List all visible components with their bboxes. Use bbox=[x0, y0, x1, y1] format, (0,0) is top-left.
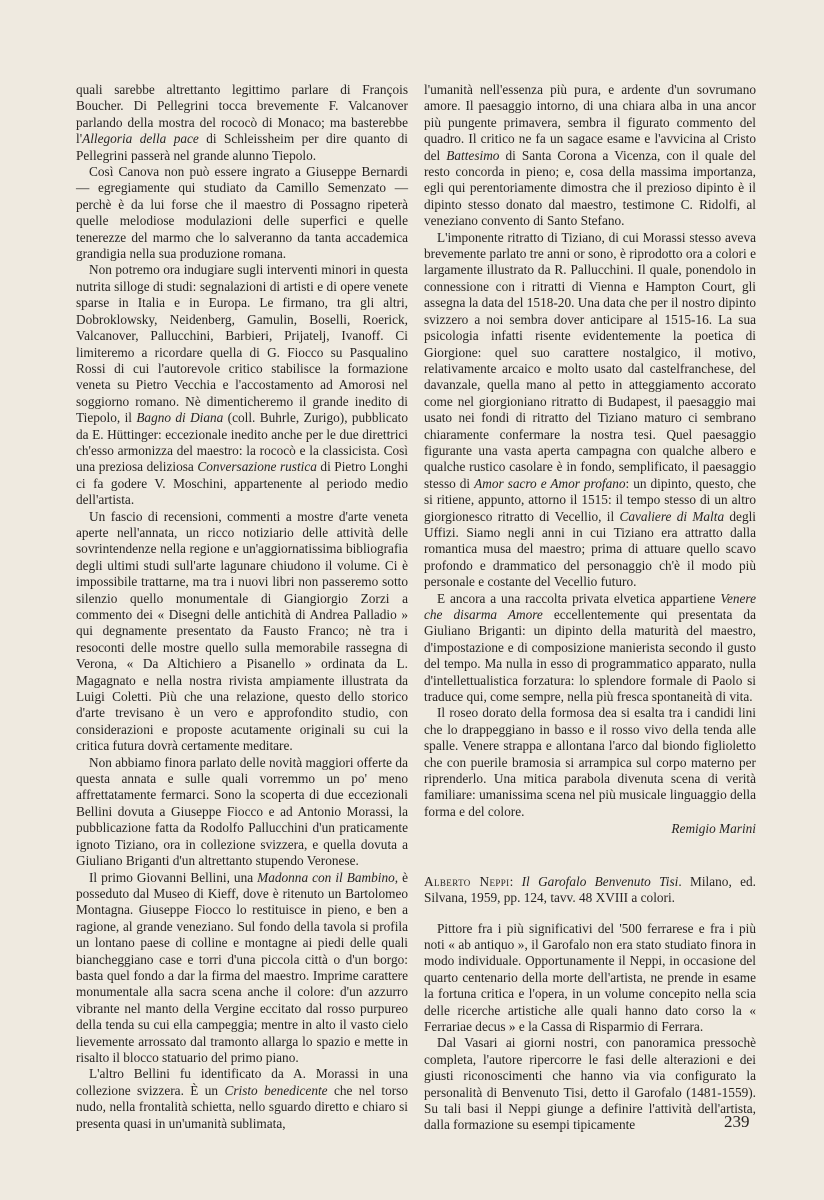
italic-text: Bagno di Diana bbox=[136, 410, 224, 426]
text-run: di Santa Corona a Vicenza, con il quale del resto concorda in pieno; e, cosa della massima importanza, egli qui perentoriamente dimostra che il prezioso dipinto è il dipinto stesso donato dal maestro, testimone C. Ridolfi, al veneziano convento di Santo Stefano. bbox=[424, 147, 756, 229]
paragraph bbox=[424, 82, 756, 230]
paragraph bbox=[424, 705, 756, 820]
italic-text: Cavaliere di Malta bbox=[619, 508, 725, 524]
text-run: degli Uffizi. Siamo negli anni in cui Tiziano era attratto dalla romantica musa del maestro; prima di attuare quello scavo profondo e drammatico del personaggio ch'è il modo più personale e costante del Vecellio futuro. bbox=[424, 508, 756, 590]
italic-text: Allegoria della pace bbox=[82, 131, 199, 147]
text-run: l'umanità nell'essenza più pura, e ardente d'un sovrumano amore. Il paesaggio intorno, di una chiara alba in una ancor più pungente primavera, sembra il figurato commento del quadro. Il critico ne fa un sagace esame e l'avvicina al Cristo del bbox=[424, 82, 756, 163]
text-run: Così Canova non può essere ingrato a Giuseppe Bernardi — egregiamente qui studiato da Camillo Semenzato — perchè è da lui forse che il maestro di Possagno ripeterà quelle melodiose modulazioni delle superfici e quelle tenerezze del marmo che lo salveranno da tanta accademica grandigia nella sua produzione romana. bbox=[76, 164, 408, 262]
text-run: (coll. Buhrle, Zurigo), pubblicato da E. Hüttinger: eccezionale inedito anche per le due direttrici ch'esso armonizza del maestro: la rococò e la classicista. Così una preziosa deliziosa bbox=[76, 410, 409, 475]
italic-text: Battesimo bbox=[446, 147, 500, 163]
paragraph bbox=[424, 921, 756, 1036]
text-run: Dal Vasari ai giorni nostri, con panoramica pressochè completa, l'autore ripercorre le fasi delle alterazioni e dei giusti riconoscimenti che hanno via via configurato la personalità di Benvenuto Tisi, detto il Garofalo (1481-1559). Su tali basi il Neppi giunge a definire l'attività dell'artista, dalla formazione su esempi tipicamente bbox=[424, 1035, 756, 1133]
paragraph bbox=[76, 870, 408, 1067]
italic-text: Venere che disarma Amore bbox=[424, 590, 756, 622]
paragraph bbox=[424, 591, 756, 706]
paragraph bbox=[76, 755, 408, 870]
text-run: Il primo Giovanni Bellini, una bbox=[89, 869, 258, 885]
book-author: Alberto Neppi bbox=[424, 873, 510, 889]
book-details: . Milano, ed. Silvana, 1959, pp. 124, tavv. 48 XVIII a colori. bbox=[424, 873, 756, 906]
text-run: Pittore fra i più significativi del '500 ferrarese e fra i più noti « ab antiquo », il Garofalo non era stato studiato finora in modo individuale. Opportunamente il Neppi, in occasione del quarto centenario della morte dell'artista, ne prende in esame la fortuna critica e l'opera, in un volume concepito nella scia delle ricerche artistiche alle quali hanno dato corso la « Ferrariae decus » e la Cassa di Risparmio di Ferrara. bbox=[424, 920, 756, 1034]
paragraph bbox=[76, 1066, 408, 1132]
author-signature: Remigio Marini bbox=[671, 821, 756, 837]
book-title: Il Garofalo Benvenuto Tisi bbox=[521, 873, 679, 889]
italic-text: Conversazione rustica bbox=[197, 459, 317, 475]
text-run: L'imponente ritratto di Tiziano, di cui Morassi stesso aveva brevemente parlato tre anni or sono, è riprodotto ora a colori e largamente illustrato da R. Pallucchini. Il quale, ponendolo in connessione con i ritratti di Vienna e Hampton Court, gli assegna la data del 1518-20. Una data che per il nostro dipinto svizzero a noi sembra dover anticipare al 1515-16. La sua psicologia infatti risente evidentemente la poetica di Giorgione: quel suo carattere nostalgico, il motivo, relativamente arcaico e molto usato dal castelfranchese, del davanzale, quella mano al petto in atteggiamento accorato come nel giorgioniano ritratto di Budapest, il paesaggio mai usato nei fondi di ritratto del Tiziano maturo ci sembrano chiaramente confermare la nostra tesi. Quel paesaggio figurante una vasta aperta campagna con qualche albero e qualche rustico casolare è in fondo, semplificato, il paesaggio stesso di bbox=[424, 229, 756, 491]
text-run: , è posseduto dal Museo di Kieff, dove è ritenuto un Bartolomeo Montagna. Giuseppe Fiocco lo restituisce in pieno, e ben a ragione, al grande veneziano. Sul fondo della tavola si profila un lontano paese di colline e montagne ai piedi delle quali biancheggiano case e torri d'una piccola città o d'un borgo: basta quel fondo a dar la firma del maestro. Imprime carattere monumentale alla sacra scena anche il colore: d'un azzurro vibrante nel manto della Vergine eccitato dal rosso purpureo della tenda su cui ella campeggia; mentre in alto il vasto cielo lievemente arrossato dal tramonto allarga lo spazio e mette in risalto il blocco statuario del primo piano. bbox=[76, 869, 408, 1065]
text-run: Il roseo dorato della formosa dea si esalta tra i candidi lini che lo drappeggiano in basso e il rosso vivo della tenda alle spalle. Venere strappa e allontana l'arco dal biondo figlioletto che con puerile bramosia si arrampica sul corpo materno per riprenderlo. Una mitica parabola divenuta scena di verità familiare: umanissima scena nel più musicale linguaggio della forma e del colore. bbox=[424, 705, 756, 819]
italic-text: Madonna con il Bambino bbox=[257, 869, 395, 885]
page-number: 239 bbox=[724, 1112, 750, 1131]
text-run: che nel torso nudo, nella frontalità schietta, nello sguardo diretto e chiaro si presenta quasi in un'umanità sublimata, bbox=[76, 1082, 408, 1131]
text-run: eccellentemente qui presentata da Giuliano Briganti: un dipinto della maturità del maestro, d'impostazione e di composizione manierista secondo il gusto del tempo. Ma nulla in esso di programmatico apparato, nulla d'intellettualistica forzatura: lo splendore formale di Paolo si traduce qui, come sempre, nella più fresca spontaneità di vita. bbox=[424, 607, 756, 705]
paragraph bbox=[76, 262, 408, 508]
paragraph bbox=[424, 230, 756, 591]
text-run: quali sarebbe altrettanto legittimo parlare di François Boucher. Di Pellegrini tocca brevemente F. Valcanover parlando della mostra del rococò di Monaco; ma basterebbe l' bbox=[76, 82, 408, 147]
book-reference: Alberto Neppi: Il Garofalo Benvenuto Tisi. Milano, ed. Silvana, 1959, pp. 124, tavv. 48 XVIII a colori. bbox=[424, 873, 756, 906]
text-run: E ancora a una raccolta privata elvetica appartiene bbox=[437, 590, 721, 606]
paragraph bbox=[76, 164, 408, 262]
text-run: Un fascio di recensioni, commenti a mostre d'arte veneta aperte nell'annata, un ricco notiziario delle attività delle sovrintendenze nella regione e un'aggiornatissima bibliografia degli ultimi studi sull'arte lagunare chiudono il volume. Ci è impossibile trattarne, ma tra i nuovi libri non passeremo sotto silenzio quello monumentale di Giangiorgio Zorzi a commento dei « Disegni delle antichità di Andrea Palladio » qui degnamente presentato da Fausto Franco; nè tra i resoconti delle mostre quello sulla memorabile rassegna di Verona, « Da Altichiero a Pisanello » ordinata da L. Magagnato e nella nostra rivista ampiamente illustrata da Luigi Coletti. Più che una relazione, questo dello storico d'arte trevisano è un vero e approfondito studio, con considerazioni e proposte acutamente originali su cui la critica futura dovrà certamente meditare. bbox=[76, 508, 408, 754]
paragraph bbox=[76, 509, 408, 755]
text-run: di Schleissheim per dire quanto di Pellegrini passerà nel grande alunno Tiepolo. bbox=[76, 131, 408, 163]
text-run: Non abbiamo finora parlato delle novità maggiori offerte da questa annata e sulle quali vorremmo un po' meno affrettatamente fermarci. Sono la scoperta di due eccezionali Bellini dovuta a Giuseppe Fiocco e ad Antonio Morassi, la pubblicazione fatta da Rodolfo Pallucchini d'un praticamente ignoto Tiziano, ora in collezione svizzera, e quella dovuta a Giuliano Briganti d'un altrettanto stupendo Veronese. bbox=[76, 754, 408, 869]
right-column bbox=[424, 82, 756, 1134]
text-run: : un dipinto, questo, che si ritiene, appunto, attorno il 1515: il tempo stesso di un altro giorgionesco ritratto di Vecellio, il bbox=[424, 475, 756, 524]
italic-text: Amor sacro e Amor profano bbox=[474, 475, 626, 491]
text-run: Non potremo ora indugiare sugli interventi minori in questa nutrita silloge di studi: segnalazioni di artisti e di opere venete sparse in Italia e in Europa. Le firmano, tra gli altri, Dobroklowsky, Neidenberg, Gamulin, Boselli, Roerick, Valcanover, Pallucchini, Barbieri, Prijatelj, Ivanoff. Ci limiteremo a ricordare quella di G. Fiocco su Pasqualino Rossi di cui l'autorevole critico stabilisce la formazione veneta su Pietro Vecchia e l'accostamento ad Amorosi nel soggiorno romano. Nè dimenticheremo il grande inedito di Tiepolo, il bbox=[76, 262, 408, 426]
italic-text: Cristo benedicente bbox=[224, 1082, 328, 1098]
text-run: L'altro Bellini fu identificato da A. Morassi in una collezione svizzera. È un bbox=[76, 1066, 408, 1098]
text-run: di Pietro Longhi ci fa godere V. Moschini, appartenente al periodo medio dell'artista. bbox=[76, 459, 409, 508]
left-column bbox=[76, 82, 408, 1132]
paragraph bbox=[76, 82, 408, 164]
paragraph bbox=[424, 1035, 756, 1133]
